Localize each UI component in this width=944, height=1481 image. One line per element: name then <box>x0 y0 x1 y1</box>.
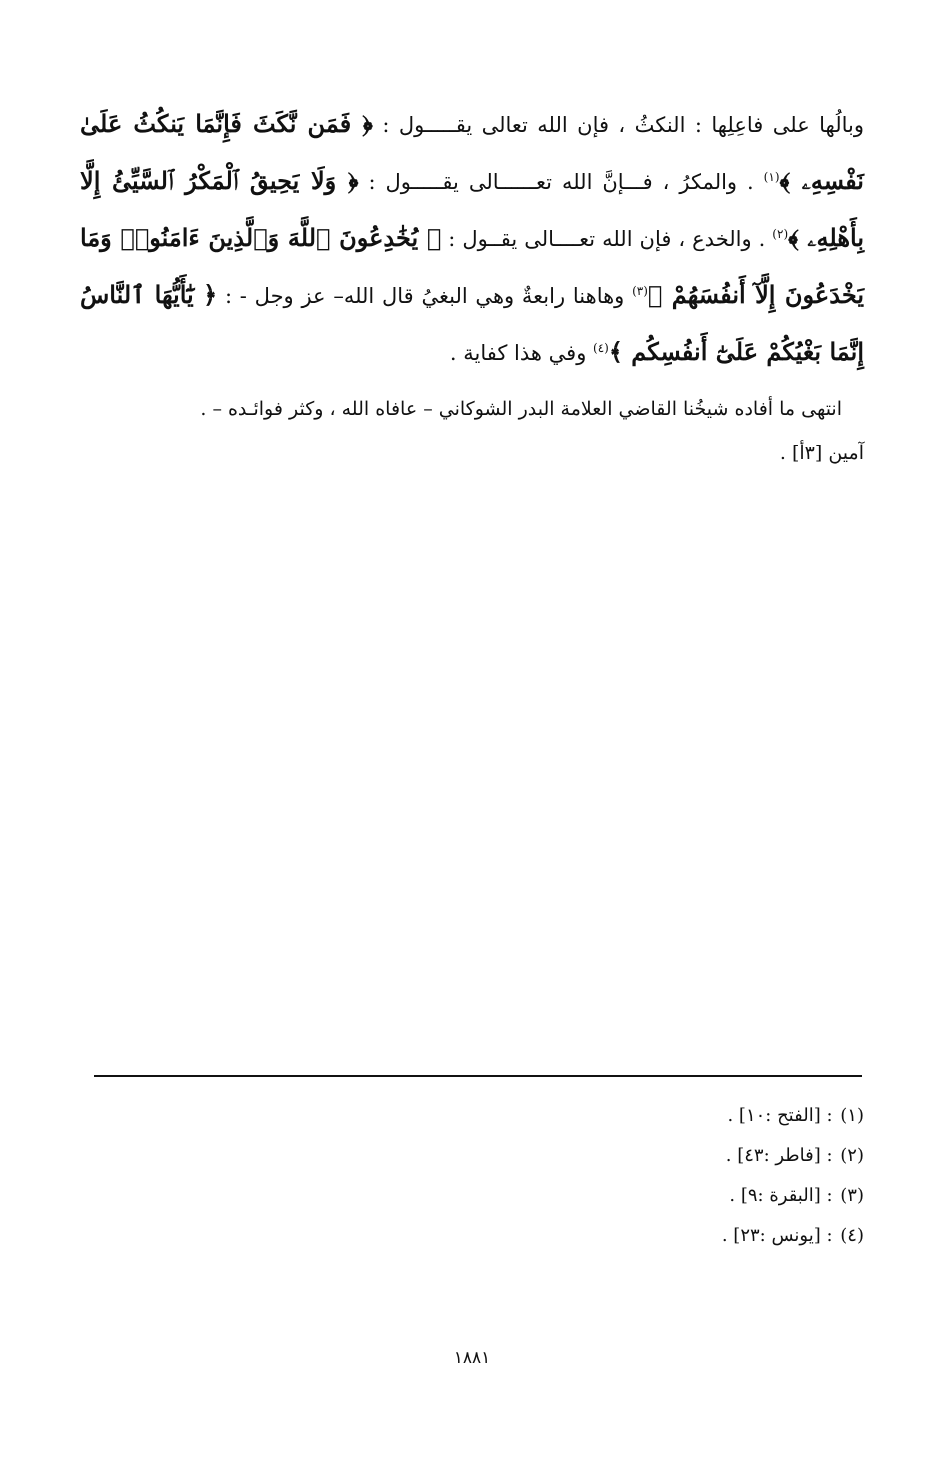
text-segment: وهاهنا رابعةٌ وهي البغيُ قال الله– عز وجل - : <box>217 284 633 308</box>
footnote-item <box>364 1096 864 1136</box>
footnote-marker[interactable]: (٢) <box>772 227 789 241</box>
footnote-number: (٤) <box>840 1225 864 1246</box>
text-segment: وفي هذا كفاية . <box>449 341 594 365</box>
text-segment: وبالُها على فاعِلِها : النكثُ ، فإن الله تعالى يقـــــول : <box>372 113 864 137</box>
text-segment: . والمكرُ ، فـــإنَّ الله تعــــــالى يقـــــول : <box>358 170 764 194</box>
footnote-marker[interactable]: (٣) <box>632 284 648 298</box>
footnote-item <box>364 1176 864 1216</box>
quran-verse: ﴿ فَمَن نَّكَثَ فَإِنَّمَا يَنكُثُ عَلَىٰ نَفْسِهِۦ ﴾ <box>80 109 864 195</box>
page-number: ١٨٨١ <box>453 1348 491 1368</box>
paragraph-2 <box>80 387 864 475</box>
footnote-reference: : [يونس :٢٣] . <box>721 1225 833 1246</box>
footnote-reference: : [الفتح :١٠] . <box>727 1105 833 1126</box>
footnote-reference: : [فاطر :٤٣] . <box>725 1145 833 1166</box>
footnote-separator <box>94 1075 862 1077</box>
footnote-item <box>364 1136 864 1176</box>
closing-text: انتهى ما أفاده شيخُنا القاضي العلامة البدر الشوكاني – عافاه الله ، وكثر فوائـده – . <box>200 398 842 420</box>
main-text-block <box>80 96 864 475</box>
footnote-reference: : [البقرة :٩] . <box>729 1185 833 1206</box>
quran-verse: ﴿ يُخَٰدِعُونَ ٱللَّهَ وَٱلَّذِينَ ءَامَنُوا۟ وَمَا يَخْدَعُونَ إِلَّآ أَنفُسَهُمْ ﴾ <box>80 223 865 309</box>
footnotes-list <box>364 1096 864 1256</box>
quran-verse: ﴿ يَٰٓأَيُّهَا ٱلنَّاسُ إِنَّمَا بَغْيُكُمْ عَلَىٰٓ أَنفُسِكُم ﴾ <box>80 280 864 366</box>
footnote-item <box>364 1216 864 1256</box>
footnote-marker[interactable]: (١) <box>763 170 780 184</box>
footnote-number: (٣) <box>840 1185 864 1206</box>
quran-verse: ﴿ وَلَا يَحِيقُ ٱلْمَكْرُ ٱلسَّيِّئُ إِلَّا بِأَهْلِهِۦ ﴾ <box>80 166 865 252</box>
footnote-number: (١) <box>840 1105 864 1126</box>
amin-line: آمين [٣أ] . <box>779 442 864 464</box>
paragraph-1 <box>80 96 864 381</box>
footnote-number: (٢) <box>840 1145 864 1166</box>
footnote-marker[interactable]: (٤) <box>593 341 609 355</box>
text-segment: . والخدع ، فإن الله تعــــالى يقــول : <box>441 227 773 251</box>
